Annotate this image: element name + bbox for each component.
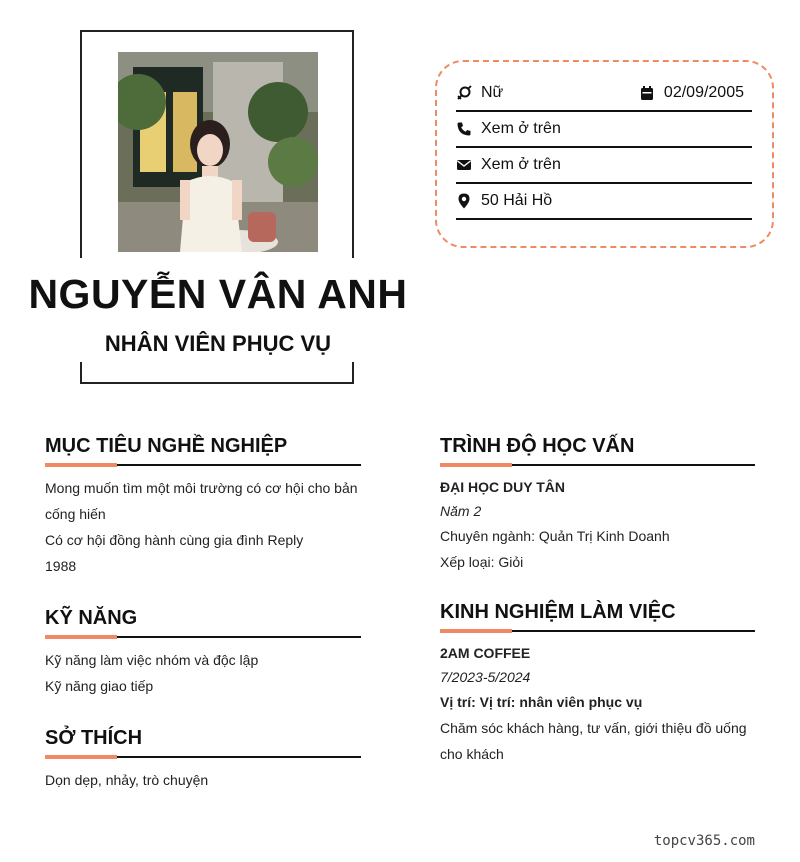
gender-birthday-row — [456, 76, 752, 112]
candidate-job-title: NHÂN VIÊN PHỤC VỤ — [104, 331, 332, 356]
objective-section — [45, 432, 361, 579]
address-value: 50 Hải Hồ — [481, 192, 553, 209]
work-description-line: Chăm sóc khách hàng, tư vấn, giới thiệu đồ uống — [440, 720, 747, 736]
skills-list — [45, 647, 361, 699]
envelope-icon — [456, 157, 472, 173]
map-pin-icon — [456, 193, 472, 209]
footer-brand: topcv365.com — [653, 833, 755, 849]
calendar-icon — [639, 85, 655, 101]
objective-line: Có cơ hội đồng hành cùng gia đình Reply — [45, 532, 304, 548]
candidate-name: NGUYỄN VÂN ANH — [28, 271, 408, 317]
section-accent — [45, 463, 117, 467]
section-divider — [440, 464, 755, 466]
company-name: 2AM COFFEE — [440, 645, 531, 661]
skill-item: Kỹ năng làm việc nhóm và độc lập — [45, 652, 259, 668]
gender-value: Nữ — [481, 84, 504, 101]
experience-section — [440, 598, 755, 767]
profile-photo — [118, 52, 318, 252]
section-divider — [45, 464, 361, 466]
work-description — [440, 715, 755, 767]
birthday-group — [639, 84, 752, 102]
phone-value: Xem ở trên — [481, 120, 561, 137]
email-row — [456, 148, 752, 184]
address-row — [456, 184, 752, 220]
education-details — [440, 475, 755, 575]
email-value: Xem ở trên — [481, 156, 561, 173]
section-accent — [440, 463, 512, 467]
section-divider — [45, 756, 361, 758]
skills-section — [45, 604, 361, 699]
birthday-value: 02/09/2005 — [663, 84, 744, 101]
section-accent — [45, 635, 117, 639]
experience-details — [440, 641, 755, 767]
work-position: Vị trí: Vị trí: nhân viên phục vụ — [440, 694, 643, 710]
objective-text — [45, 475, 361, 579]
section-divider — [45, 636, 361, 638]
work-period: 7/2023-5/2024 — [440, 669, 531, 685]
education-title: TRÌNH ĐỘ HỌC VẤN — [440, 435, 635, 457]
school-name: ĐẠI HỌC DUY TÂN — [440, 479, 565, 495]
major: Chuyên ngành: Quản Trị Kinh Doanh — [440, 528, 670, 544]
hobbies-title: SỞ THÍCH — [45, 727, 143, 749]
gender-icon — [456, 85, 472, 101]
education-section — [440, 432, 755, 575]
phone-row — [456, 112, 752, 148]
objective-title: MỤC TIÊU NGHỀ NGHIỆP — [45, 435, 288, 457]
section-accent — [45, 755, 117, 759]
skill-item: Kỹ năng giao tiếp — [45, 678, 154, 694]
study-year: Năm 2 — [440, 503, 482, 519]
work-description-line: cho khách — [440, 746, 504, 762]
hobbies-section — [45, 724, 361, 793]
skills-title: KỸ NĂNG — [45, 607, 138, 629]
section-accent — [440, 629, 512, 633]
objective-line: 1988 — [45, 558, 77, 574]
phone-icon — [456, 121, 472, 137]
objective-line: cống hiến — [45, 506, 106, 522]
experience-title: KINH NGHIỆM LÀM VIỆC — [440, 601, 676, 623]
section-divider — [440, 630, 755, 632]
objective-line: Mong muốn tìm một môi trường có cơ hội cho bản — [45, 480, 358, 496]
rank: Xếp loại: Giỏi — [440, 554, 524, 570]
hobbies-text: Dọn dẹp, nhảy, trò chuyện — [45, 772, 209, 788]
